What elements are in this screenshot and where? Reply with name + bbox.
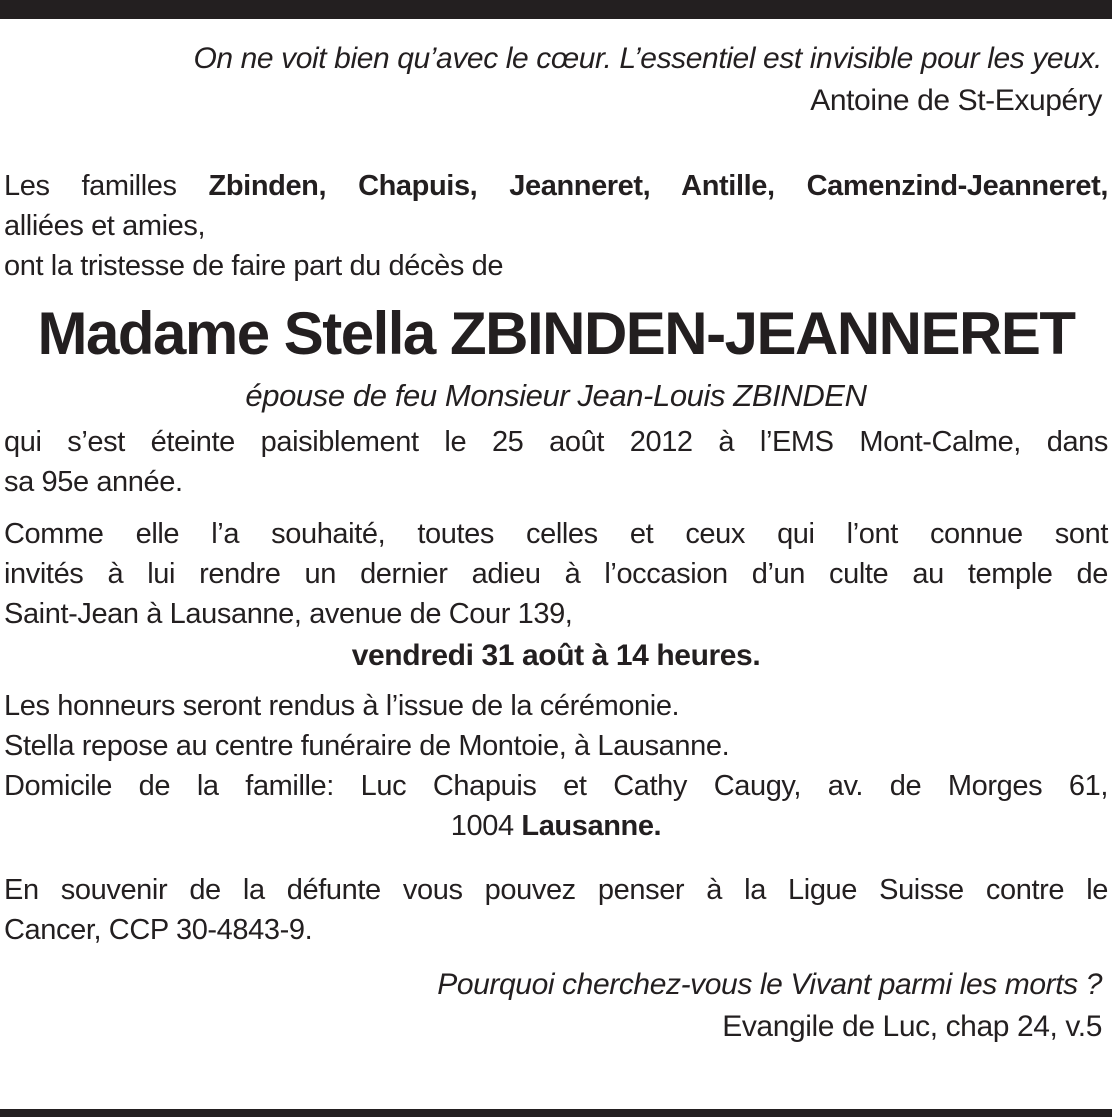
donation-block	[4, 870, 1108, 950]
closing-source: Evangile de Luc, chap 24, v.5	[722, 1010, 1102, 1043]
death-line-2: sa 95e année.	[4, 466, 183, 498]
epigraph-attribution: Antoine de St-Exupéry	[810, 84, 1102, 117]
honors-line: Les honneurs seront rendus à l’issue de la cérémonie.	[4, 690, 680, 722]
top-border-bar	[0, 0, 1112, 19]
ceremony-line-1: Comme elle l’a souhaité, toutes celles et ceux qui l’ont connue sont	[4, 518, 1108, 550]
repose-line: Stella repose au centre funéraire de Montoie, à Lausanne.	[4, 730, 730, 762]
details-block	[4, 686, 1108, 846]
families-prefix: Les familles	[4, 170, 177, 202]
donation-line-2: Cancer, CCP 30-4843-9.	[4, 914, 313, 946]
ceremony-line-2: invités à lui rendre un dernier adieu à l’occasion d’un culte au temple de	[4, 558, 1108, 590]
families-names: Zbinden, Chapuis, Jeanneret, Antille, Camenzind-Jeanneret,	[208, 170, 1108, 202]
obituary-content	[0, 38, 1112, 1048]
domicile-city-line	[4, 806, 1108, 846]
epigraph-block	[4, 38, 1108, 122]
sadness-line: ont la tristesse de faire part du décès de	[4, 250, 504, 282]
death-block	[4, 422, 1108, 502]
death-line-1: qui s’est éteinte paisiblement le 25 août 2012 à l’EMS Mont-Calme, dans	[4, 426, 1108, 458]
ceremony-datetime: vendredi 31 août à 14 heures.	[351, 639, 761, 672]
announcement-block	[4, 166, 1108, 286]
ceremony-line-3: Saint-Jean à Lausanne, avenue de Cour 139,	[4, 598, 573, 630]
closing-quote: Pourquoi cherchez-vous le Vivant parmi les morts ?	[437, 968, 1102, 1001]
donation-line-1: En souvenir de la défunte vous pouvez penser à la Ligue Suisse contre le	[4, 874, 1108, 906]
ceremony-block	[4, 514, 1108, 676]
epigraph-quote: On ne voit bien qu’avec le cœur. L’essentiel est invisible pour les yeux.	[193, 42, 1102, 75]
families-line	[4, 166, 1108, 206]
bottom-border-bar	[0, 1109, 1112, 1117]
domicile-line: Domicile de la famille: Luc Chapuis et Cathy Caugy, av. de Morges 61,	[4, 770, 1108, 802]
spouse-line: épouse de feu Monsieur Jean-Louis ZBINDEN	[245, 378, 867, 413]
postal-code: 1004	[450, 810, 514, 842]
deceased-name-title: Madame Stella ZBINDEN-JEANNERET	[37, 300, 1075, 367]
city-name: Lausanne.	[521, 810, 662, 842]
allies-line: alliées et amies,	[4, 210, 206, 242]
closing-block	[4, 964, 1108, 1048]
